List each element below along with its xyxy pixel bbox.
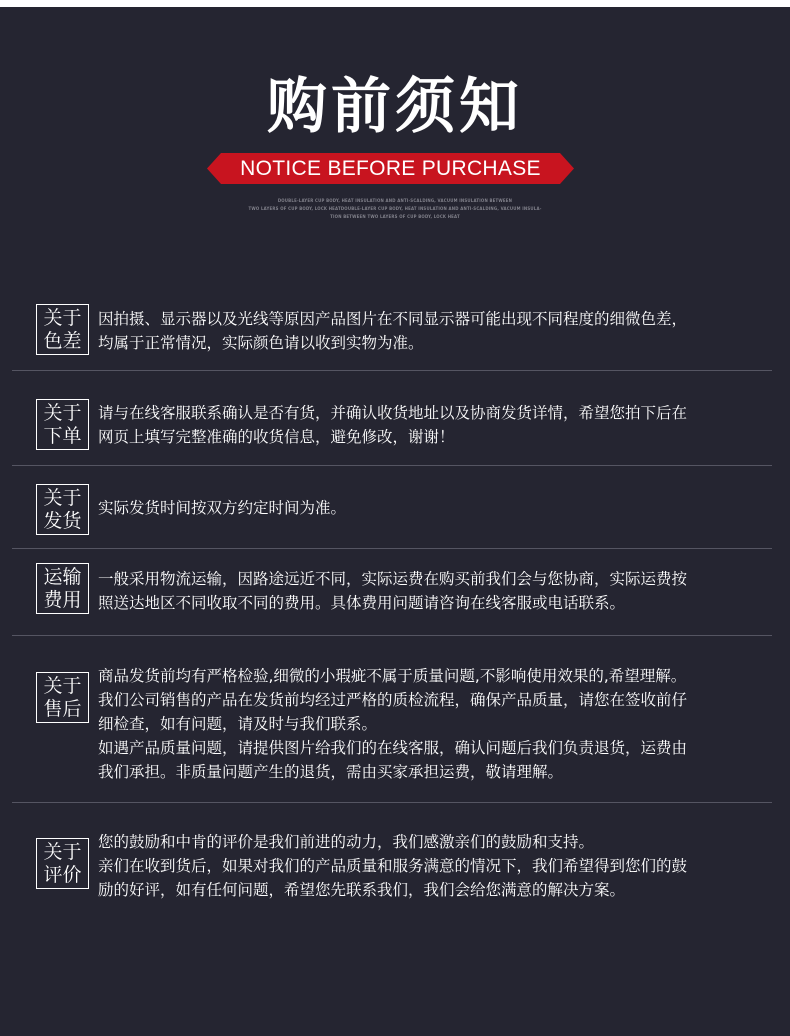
content-freight [98,567,758,615]
label-line: 售后 [43,698,82,720]
label-line: 关于 [43,402,82,424]
fine-print-line: TWO LAYERS OF CUP BODY, LOCK HEATDOUBLE-LAYER CUP BODY, HEAT INSULATION AND ANTI-SCALDING, VACUUM INSULA- [248,206,542,211]
paragraph-line: 请与在线客服联系确认是否有货，并确认收货地址以及协商发货详情，希望您拍下后在 [98,404,688,422]
label-line: 关于 [43,841,82,863]
paragraph-line: 一般采用物流运输，因路途远近不同，实际运费在购买前我们会与您协商，实际运费按 [98,570,688,588]
paragraph-line: 实际发货时间按双方约定时间为准。 [98,499,347,517]
label-line: 下单 [43,425,82,447]
paragraph-line: 您的鼓励和中肯的评价是我们前进的动力，我们感激亲们的鼓励和支持。 [98,833,595,851]
label-after-sales [36,672,89,723]
paragraph-line: 因拍摄、显示器以及光线等原因产品图片在不同显示器可能出现不同程度的细微色差， [98,310,688,328]
section-divider [12,465,772,466]
paragraph-line: 网页上填写完整准确的收货信息，避免修改，谢谢！ [98,428,455,446]
paragraph-line: 均属于正常情况，实际颜色请以收到实物为准。 [98,334,424,352]
label-ordering [36,399,89,450]
section-divider [12,548,772,549]
label-line: 发货 [43,510,82,532]
paragraph-line: 商品发货前均有严格检验,细微的小瑕疵不属于质量问题,不影响使用效果的,希望理解。 [98,667,687,685]
decorative-fine-print [219,197,572,221]
content-ordering [98,401,758,449]
label-line: 关于 [43,487,82,509]
paragraph-line: 亲们在收到货后，如果对我们的产品质量和服务满意的情况下，我们希望得到您们的鼓 [98,857,688,875]
label-line: 关于 [43,675,82,697]
label-line: 费用 [43,589,82,611]
content-color-difference [98,307,758,355]
paragraph-line: 照送达地区不同收取不同的费用。具体费用问题请咨询在线客服或电话联系。 [98,594,626,612]
label-line: 评价 [43,864,82,886]
label-line: 运输 [43,566,82,588]
paragraph-line: 我们公司销售的产品在发货前均经过严格的质检流程，确保产品质量，请您在签收前仔 [98,691,688,709]
section-divider [12,802,772,803]
paragraph-line: 细检查，如有问题，请及时与我们联系。 [98,715,378,733]
section-divider [12,370,772,371]
content-after-sales [98,664,758,784]
label-reviews [36,838,89,889]
fine-print-line: TION BETWEEN TWO LAYERS OF CUP BODY, LOCK HEAT [330,214,460,219]
paragraph-line: 我们承担。非质量问题产生的退货，需由买家承担运费，敬请理解。 [98,763,564,781]
section-divider [12,635,772,636]
paragraph-line: 励的好评，如有任何问题，希望您先联系我们，我们会给您满意的解决方案。 [98,881,626,899]
label-line: 关于 [43,307,82,329]
fine-print-line: DOUBLE-LAYER CUP BODY, HEAT INSULATION AND ANTI-SCALDING, VACUUM INSULATION BETWEEN [277,198,513,203]
subtitle-text: NOTICE BEFORE PURCHASE [240,157,541,180]
content-reviews [98,830,758,902]
content-shipping [98,496,758,520]
label-shipping [36,484,89,535]
label-color-difference [36,304,89,355]
paragraph-line: 如遇产品质量问题，请提供图片给我们的在线客服，确认问题后我们负责退货，运费由 [98,739,688,757]
label-line: 色差 [43,330,82,352]
label-freight [36,563,89,614]
page-title: 购前须知 [267,72,523,142]
